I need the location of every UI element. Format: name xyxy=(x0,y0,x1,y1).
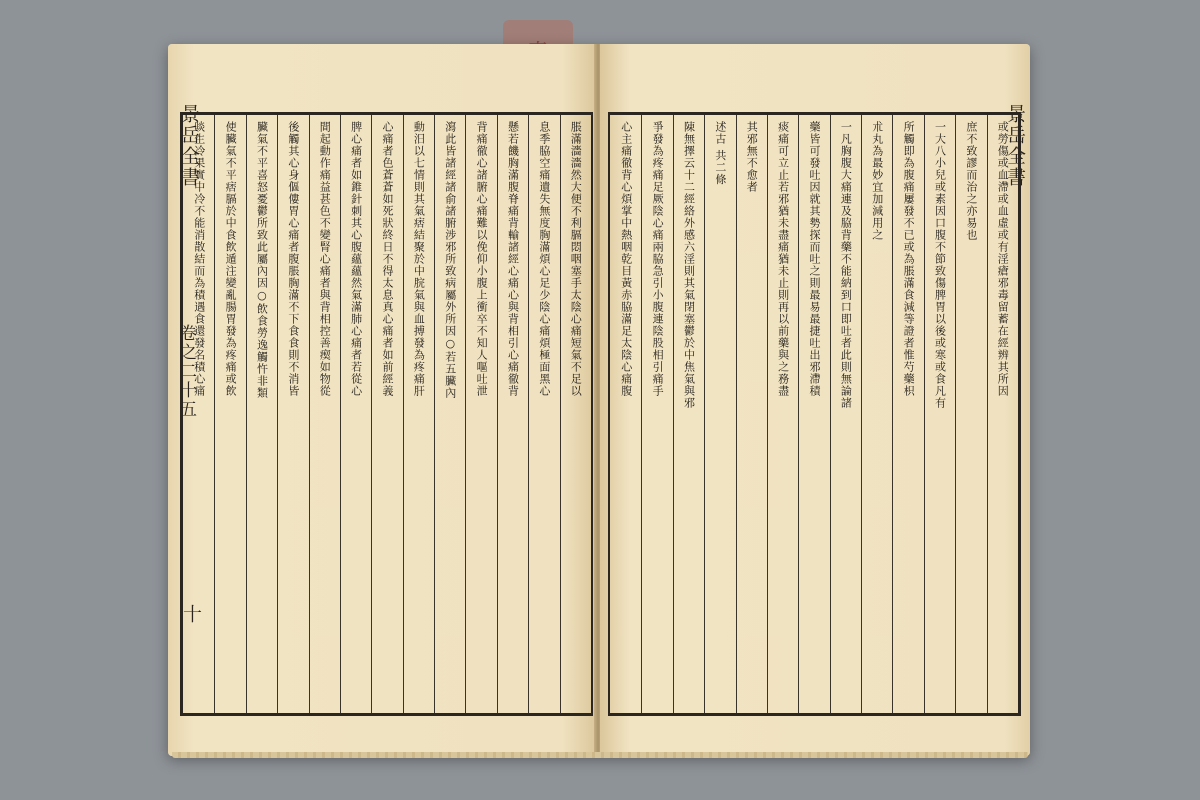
column-text: 使臟氣不平痞膈於中食飲遁注變亂腸胃發為疼痛或飲 xyxy=(224,121,238,397)
column-text: 一凡胸腹大痛連及脇背藥不能納到口即吐者此則無論諸 xyxy=(839,121,853,409)
column-text: 所觸即為腹痛屢發不已或為脹滿食減等證者惟芍藥枳 xyxy=(902,121,916,397)
left-folio: 十 xyxy=(180,604,202,625)
page-edges xyxy=(172,752,1028,758)
column-text: 陳無擇云十二經絡外感六淫則其氣閉塞鬱於中焦氣與邪 xyxy=(682,121,696,409)
text-column xyxy=(767,115,799,713)
text-column xyxy=(528,115,560,713)
column-text: 息季脇空痛遺失無度胸滿煩心足少陰心痛煩極面黑心 xyxy=(537,121,551,397)
text-column xyxy=(736,115,768,713)
text-column xyxy=(497,115,529,713)
text-column xyxy=(214,115,246,713)
text-column xyxy=(924,115,956,713)
text-column xyxy=(861,115,893,713)
text-column xyxy=(465,115,497,713)
right-running-head: 景岳全書 xyxy=(1004,104,1026,188)
text-column xyxy=(371,115,403,713)
column-text: 心痛者色蒼蒼如死狀終日不得太息真心痛者如前經義 xyxy=(380,121,394,397)
text-column xyxy=(610,115,642,713)
text-column xyxy=(309,115,341,713)
column-text: 間起動作痛益甚色不變腎心痛者與背相控善瘈如物從 xyxy=(318,121,332,397)
column-text: 臟氣不平喜怒憂鬱所致此屬內因○飲食勞逸觸忤非類 xyxy=(255,121,269,399)
text-column xyxy=(277,115,309,713)
column-text: 動汨以七情則其氣痞結聚於中脘氣與血搏發為疼痛肝 xyxy=(412,121,426,397)
text-column xyxy=(673,115,705,713)
text-column xyxy=(892,115,924,713)
column-text: 述古 共二條 xyxy=(713,121,727,186)
column-text: 瀉此皆諸經諸俞諸腑涉邪所致病屬外所因○若五臟內 xyxy=(443,121,457,399)
text-column xyxy=(704,115,736,713)
text-column xyxy=(987,115,1018,713)
column-text: 背痛徹心諸腑心痛難以俛仰小腹上衝卒不知人嘔吐泄 xyxy=(475,121,489,397)
left-running-head: 景岳全書 xyxy=(178,104,200,188)
column-text: 脾心痛者如錐針刺其心腹蘊蘊然氣滿肺心痛者若從心 xyxy=(349,121,363,397)
column-text: 脹滿濇濇然大便不利膈悶咽塞手太陰心痛短氣不足以 xyxy=(569,121,583,397)
column-text: 朮丸為最妙宜加減用之 xyxy=(870,121,884,241)
text-column xyxy=(798,115,830,713)
left-chapter-marker: 卷之二十五 xyxy=(176,324,196,419)
text-column xyxy=(403,115,435,713)
text-column xyxy=(641,115,673,713)
open-book xyxy=(168,44,1030,756)
text-column xyxy=(955,115,987,713)
text-column xyxy=(434,115,466,713)
column-text: 其邪無不愈者 xyxy=(745,121,759,193)
column-text: 後觸其心身傴僂胃心痛者腹脹胸滿不下食食則不消皆 xyxy=(286,121,300,397)
column-text: 一大八小兒或素因口腹不節致傷脾胃以後或寒或食凡有 xyxy=(933,121,947,409)
right-text-frame xyxy=(608,112,1021,716)
left-text-frame xyxy=(180,112,593,716)
column-text: 或勞傷或血滯或血虛或有淫瘡邪毒留蓄在經辨其所因 xyxy=(996,121,1010,397)
text-column xyxy=(246,115,278,713)
column-text: 懸若饑胸滿腹脊痛背輸諸經心痛心與背相引心痛徹背 xyxy=(506,121,520,397)
left-page xyxy=(168,44,596,756)
right-page xyxy=(600,44,1030,756)
column-text: 庶不致謬而治之亦易也 xyxy=(964,121,978,241)
text-column xyxy=(830,115,862,713)
column-text: 痰痛可立止若邪猶未盡痛猶未止則再以前藥與之務盡 xyxy=(776,121,790,397)
text-column xyxy=(183,115,215,713)
column-text: 心主痛徹背心煩掌中熱咽乾目黃赤脇滿足太陰心痛腹 xyxy=(619,121,633,397)
column-text: 啖生冷果實中冷不能消散結而為積遇食還發名積心痛 xyxy=(192,121,206,397)
text-column xyxy=(340,115,372,713)
text-column xyxy=(560,115,591,713)
column-text: 爭發為疼痛足厥陰心痛兩脇急引小腹連陰股相引痛手 xyxy=(651,121,665,397)
column-text: 藥皆可發吐因就其勢探而吐之則最易最捷吐出邪滯積 xyxy=(807,121,821,397)
